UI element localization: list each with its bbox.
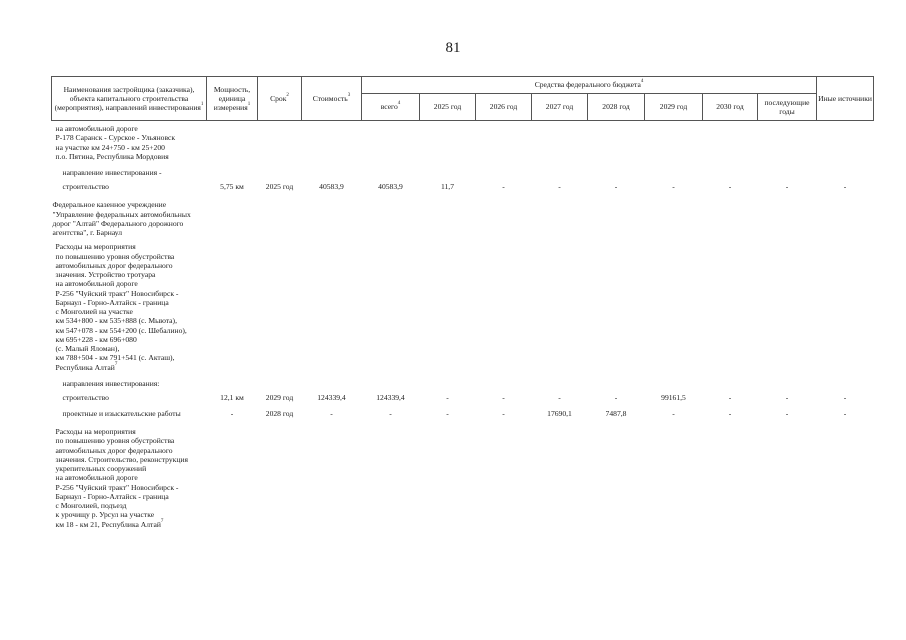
cell-2026: -	[502, 409, 505, 418]
cell-later: -	[785, 409, 789, 418]
cell-term: 2029 год	[265, 393, 294, 402]
header-other-sources: Иные источники	[817, 77, 874, 121]
investment-table	[51, 76, 874, 529]
direction-row	[52, 372, 874, 393]
organization-title: Федеральное казенное учреждение "Управление федеральных автомобильных дорог "Алтай" Федерального дорожного агентства", г. Барнаул	[52, 200, 191, 237]
cell-term: 2028 год	[265, 409, 294, 418]
direction-label: направления инвестирования:	[62, 378, 160, 388]
header-2025: 2025 год	[420, 94, 476, 121]
header-term: Срок$^2$	[258, 77, 302, 121]
table-row	[52, 409, 874, 427]
cell-2025: -	[446, 393, 449, 402]
table-row	[52, 393, 874, 409]
cell-later: -	[785, 182, 789, 192]
cell-other: -	[843, 393, 847, 402]
cell-capacity: 5,75 км	[220, 182, 244, 192]
header-capacity: Мощность, единица измерения$^1$	[207, 77, 258, 121]
object-title-row	[52, 427, 874, 529]
cell-2030: -	[728, 182, 732, 192]
cell-cost: 40583,9	[319, 182, 344, 192]
cell-2029: 99161,5	[661, 393, 686, 402]
object-title: Расходы на мероприятия по повышению уровня обустройства автомобильных дорог федерального значения. Строительство, реконструкция укрепительных сооружений на автомобильной дороге Р-256 "Чуйский тракт" Новосибирск - Барнаул - Горно-Алтайск - граница с Монголией, подъезд к урочищу р. Урсул на участке км 18 - км 21, Республика Алтай$^7$	[55, 427, 188, 529]
header-2026: 2026 год	[476, 94, 532, 121]
header-customer: Наименования застройщика (заказчика), объекта капитального строительства (мероприятия), направлений инвестирования$^1$	[52, 77, 207, 121]
row-label: проектные и изыскательские работы	[62, 409, 181, 418]
object-title-row	[52, 124, 874, 161]
cell-total: 40583,9	[378, 182, 403, 192]
cell-2029: -	[672, 182, 675, 192]
row-label: строительство	[62, 393, 109, 402]
object-title: на автомобильной дороге Р-178 Саранск - Сурское - Ульяновск на участке км 24+750 - км 25+200 п.о. Пятина, Республика Мордовия	[55, 124, 176, 161]
object-title: Расходы на мероприятия по повышению уровня обустройства автомобильных дорог федерального значения. Устройство тротуара на автомобильной дороге Р-256 "Чуйский тракт" Новосибирск - Барнаул - Горно-Алтайск - граница с Монголией на участке км 534+800 - км 535+888 (с. Мыюта), км 547+078 - км 554+200 (с. Шебалино), км 695+228 - км 696+080 (с. Малый Яломан), км 788+504 - км 791+541 (с. Акташ), Республика Алтай$^7$	[55, 242, 187, 372]
cell-cost: -	[330, 409, 333, 418]
cell-2028: -	[614, 393, 618, 402]
cell-2025: -	[446, 409, 449, 418]
row-label: строительство	[62, 182, 109, 192]
direction-row	[52, 161, 874, 182]
table-row	[52, 182, 874, 200]
cell-2026: -	[502, 393, 505, 402]
cell-total: 124339,4	[376, 393, 405, 402]
cell-total: -	[389, 409, 392, 418]
cell-2030: -	[728, 409, 732, 418]
header-total: всего$^4$	[362, 94, 420, 121]
cell-2026: -	[502, 182, 505, 192]
header-2030: 2030 год	[703, 94, 758, 121]
cell-2025: 11,7	[440, 182, 454, 192]
header-2028: 2028 год	[588, 94, 645, 121]
cell-2028: -	[614, 182, 618, 192]
cell-other: -	[843, 409, 847, 418]
cell-later: -	[785, 393, 789, 402]
cell-2027: -	[558, 182, 561, 192]
cell-term: 2025 год	[265, 182, 294, 192]
cell-other: -	[843, 182, 847, 192]
header-federal-budget: Средства федерального бюджета$^4$	[362, 77, 817, 94]
direction-label: направление инвестирования -	[62, 168, 162, 177]
header-later-years: последующие годы	[758, 94, 817, 121]
organization-row	[52, 200, 874, 242]
cell-2027: 17690,1	[547, 409, 572, 418]
cell-capacity: 12,1 км	[220, 393, 244, 402]
cell-2030: -	[728, 393, 732, 402]
page-number: 81	[445, 40, 461, 56]
object-title-row	[52, 242, 874, 372]
cell-2027: -	[558, 393, 561, 402]
cell-2028: 7487,8	[605, 409, 627, 418]
header-2027: 2027 год	[532, 94, 588, 121]
header-2029: 2029 год	[645, 94, 703, 121]
cell-2029: -	[672, 409, 675, 418]
header-cost: Стоимость$^3$	[302, 77, 362, 121]
header-row	[52, 77, 874, 94]
cell-cost: 124339,4	[317, 393, 346, 402]
cell-capacity: -	[230, 409, 234, 418]
